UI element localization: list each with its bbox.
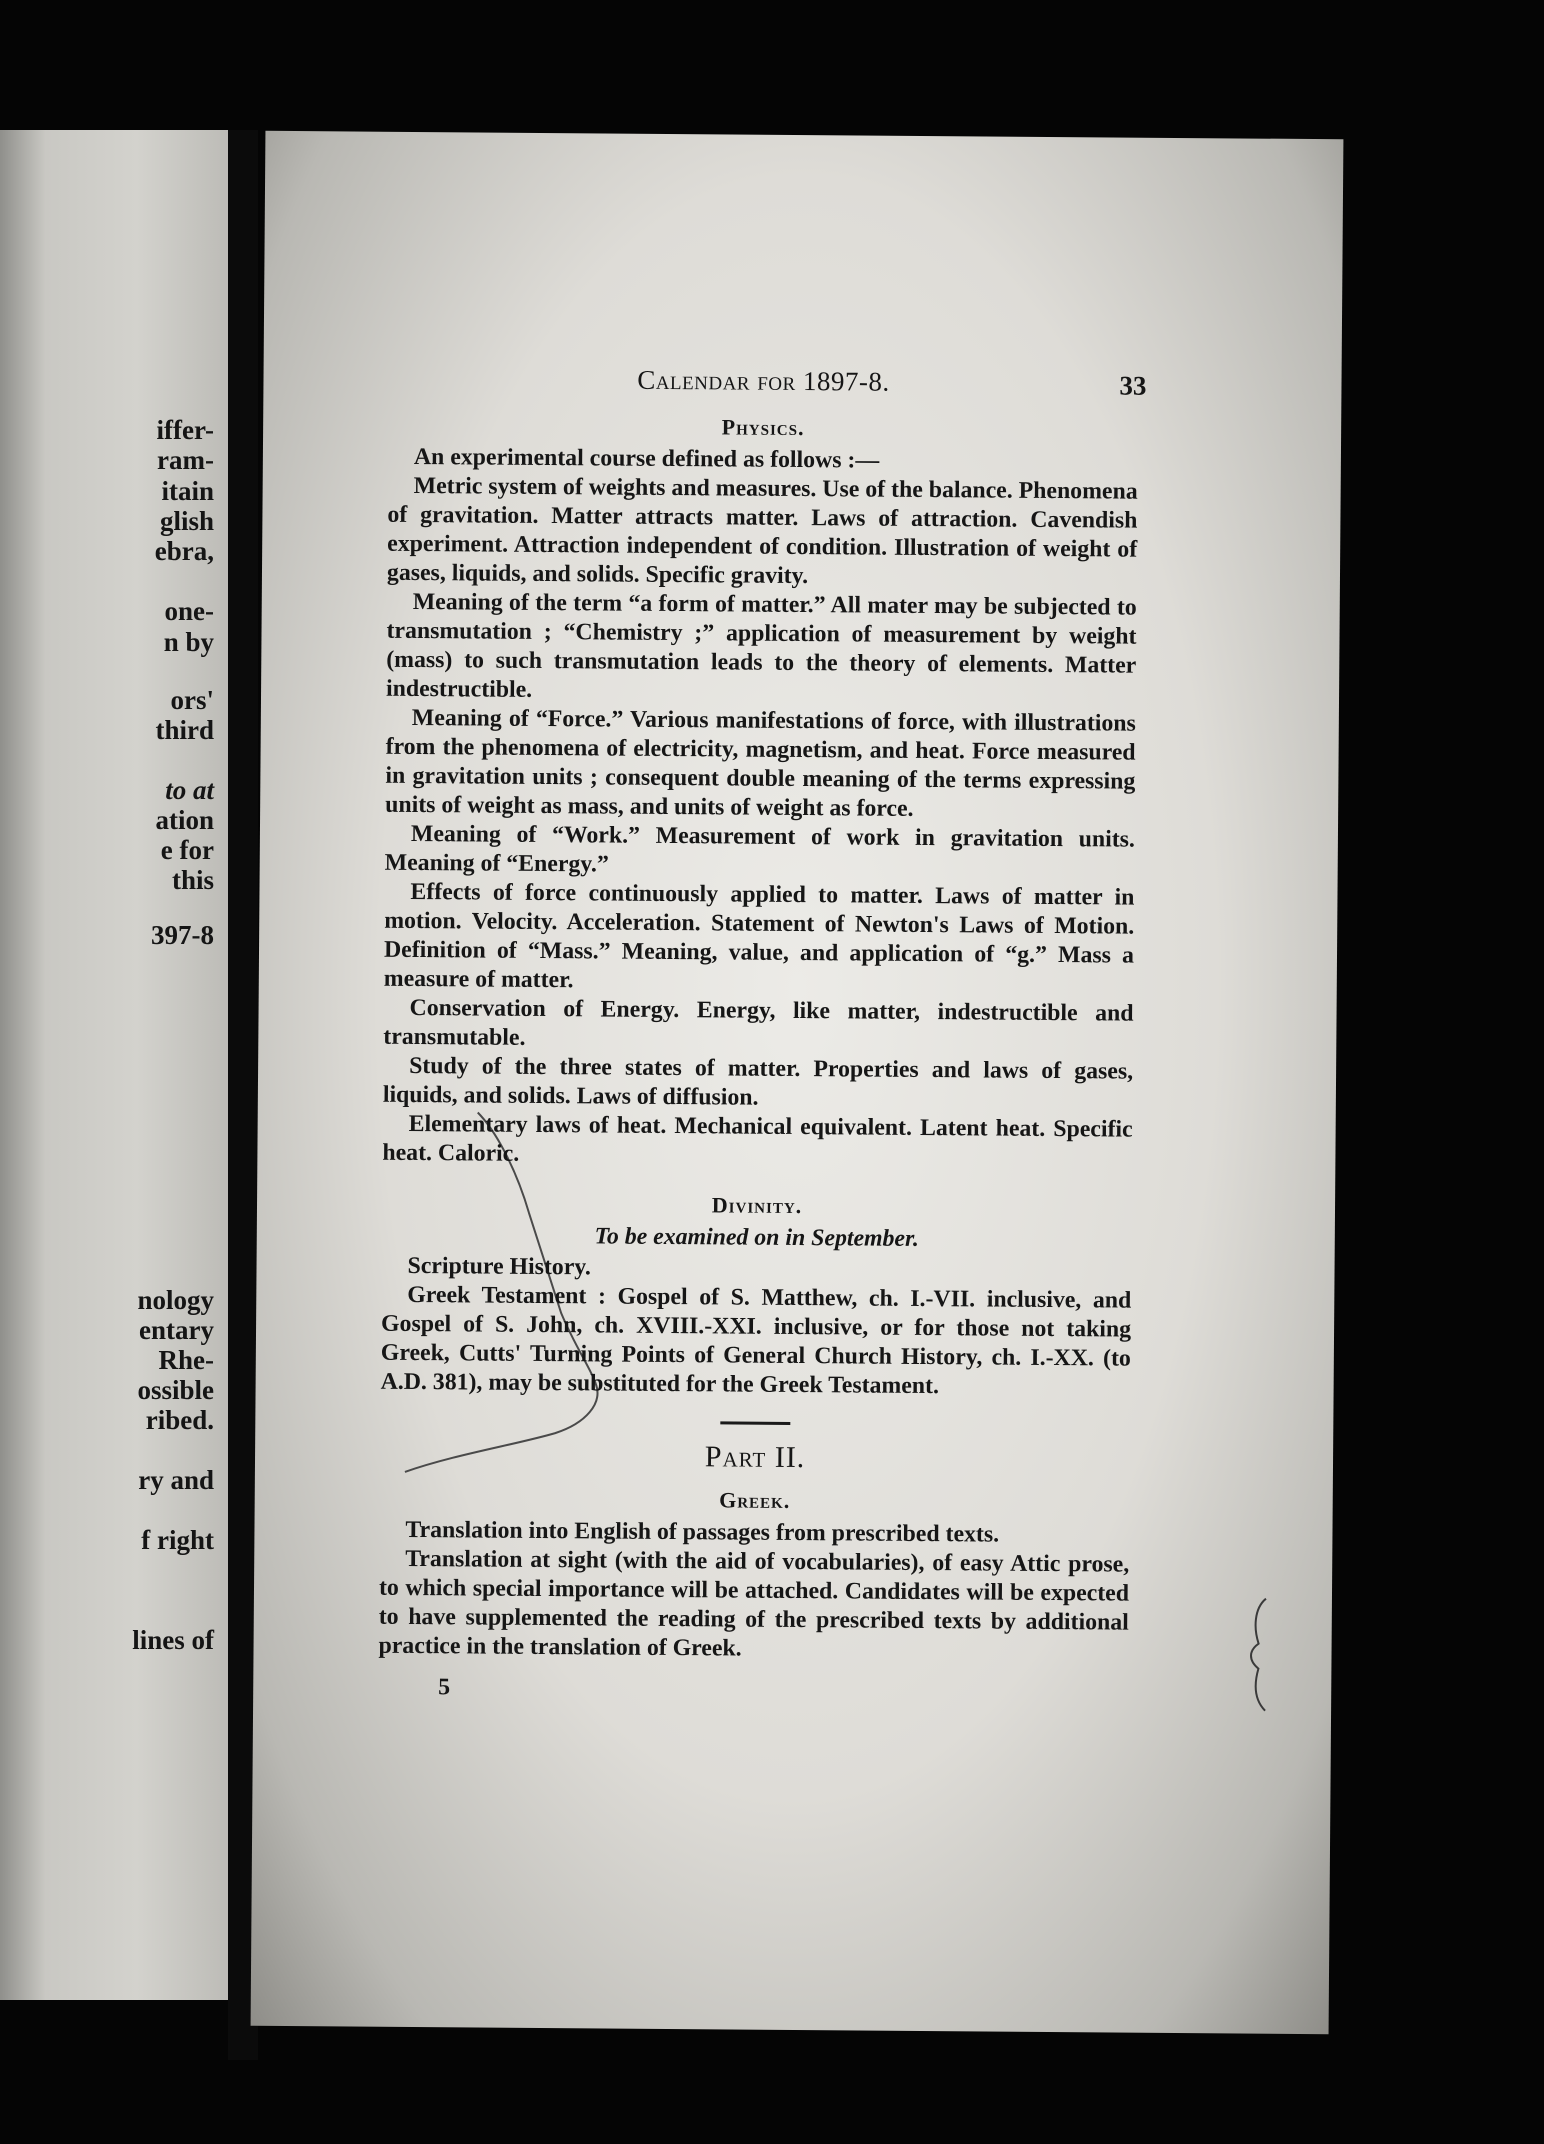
left-fragment: n by — [163, 627, 214, 657]
greek-heading: Greek. — [719, 1487, 791, 1513]
divinity-heading: Divinity. — [711, 1192, 803, 1219]
left-fragment: f right — [141, 1525, 214, 1555]
signature-mark: 5 — [438, 1674, 451, 1701]
left-fragment: glish — [159, 506, 214, 536]
left-fragment: ram- — [157, 445, 214, 475]
left-fragment: ry and — [138, 1465, 214, 1495]
left-fragment: ebra, — [154, 536, 214, 566]
left-fragment: one- — [164, 596, 214, 626]
left-fragment: 397-8 — [151, 920, 214, 950]
left-fragment: ation — [155, 805, 214, 835]
running-title: Calendar for 1897-8. — [637, 364, 890, 397]
physics-heading: Physics. — [721, 414, 805, 441]
physics-paragraph: Meaning of “Work.” Measurement of work in gravitation units. Meaning of “Energy.” — [384, 820, 1136, 878]
page-content — [378, 364, 1147, 1708]
left-fragment: e for — [160, 835, 214, 865]
left-fragment: ossible — [137, 1375, 214, 1405]
left-fragment: this — [171, 865, 214, 895]
pencil-bracket — [1251, 1599, 1266, 1711]
left-fragment: lines of — [132, 1625, 214, 1655]
greek-paragraph: Translation at sight (with the aid of vocabularies), of easy Attic prose, to which special importance will be attached. Candidates will be expected to have supplemented the reading of the prescribed texts by additional practice in the translation of Greek. — [378, 1545, 1130, 1662]
physics-paragraph: Meaning of “Force.” Various manifestations of force, with illustrations from the phenomena of electricity, magnetism, and heat. Force measured in gravitation units ; consequent double meaning of the terms expressing units of weight as mass, and units of weight as force. — [385, 704, 1136, 822]
scanned-page — [251, 131, 1344, 2034]
physics-paragraph: Elementary laws of heat. Mechanical equivalent. Latent heat. Specific heat. Caloric. — [382, 1110, 1133, 1167]
left-facing-page — [0, 130, 228, 2000]
left-fragment: ribed. — [145, 1405, 214, 1435]
left-fragment: iffer- — [156, 415, 214, 445]
part-heading: Part II. — [704, 1440, 806, 1475]
divinity-paragraph: Greek Testament : Gospel of S. Matthew, ch. I.-VII. inclusive, and Gospel of S. John, ch. XVIII.-XXI. inclusive, or for those not taking Greek, Cutts' Turning Points of General Church History, ch. I.-XX. (to A.D. 381), may be substituted for the Greek Testament. — [380, 1281, 1132, 1400]
running-header — [388, 364, 1147, 406]
left-fragment: itain — [161, 476, 214, 506]
left-fragment: entary — [139, 1315, 214, 1345]
left-fragment: to at — [165, 775, 214, 805]
left-fragment: Rhe- — [158, 1345, 214, 1375]
physics-paragraph: Conservation of Energy. Energy, like matter, indestructible and transmutable. — [383, 994, 1134, 1051]
left-fragment: nology — [137, 1285, 214, 1315]
physics-paragraph: Effects of force continuously applied to matter. Laws of matter in motion. Velocity. Acceleration. Statement of Newton's Laws of Motion. Definition of “Mass.” Meaning, value, and application of “g.” Mass a measure of matter. — [383, 878, 1135, 994]
page-number: 33 — [1119, 370, 1147, 401]
physics-paragraph: An experimental course defined as follows :— — [413, 443, 880, 474]
physics-paragraph: Meaning of the term “a form of matter.” All mater may be subjected to transmutation ; “Chemistry ;” application of measurement by weight (mass) to such transmutation leads to the theory of elements. Matter indestructible. — [385, 588, 1137, 703]
left-fragment: ors' — [170, 685, 214, 715]
divinity-paragraph: Scripture History. — [407, 1252, 591, 1281]
greek-paragraph: Translation into English of passages from prescribed texts. — [405, 1516, 1000, 1548]
physics-paragraph: Study of the three states of matter. Properties and laws of gases, liquids, and solids. Laws of diffusion. — [382, 1052, 1134, 1111]
section-rule — [720, 1421, 790, 1425]
physics-paragraph: Metric system of weights and measures. Use of the balance. Phenomena of gravitation. Matter attracts matter. Laws of attraction. Cavendish experiment. Attraction independent of condition. Illustration of weight of gases, liquids, and solids. Specific gravity. — [386, 472, 1138, 590]
left-fragment: third — [155, 715, 214, 745]
divinity-subtitle: To be examined on in September. — [594, 1223, 920, 1252]
